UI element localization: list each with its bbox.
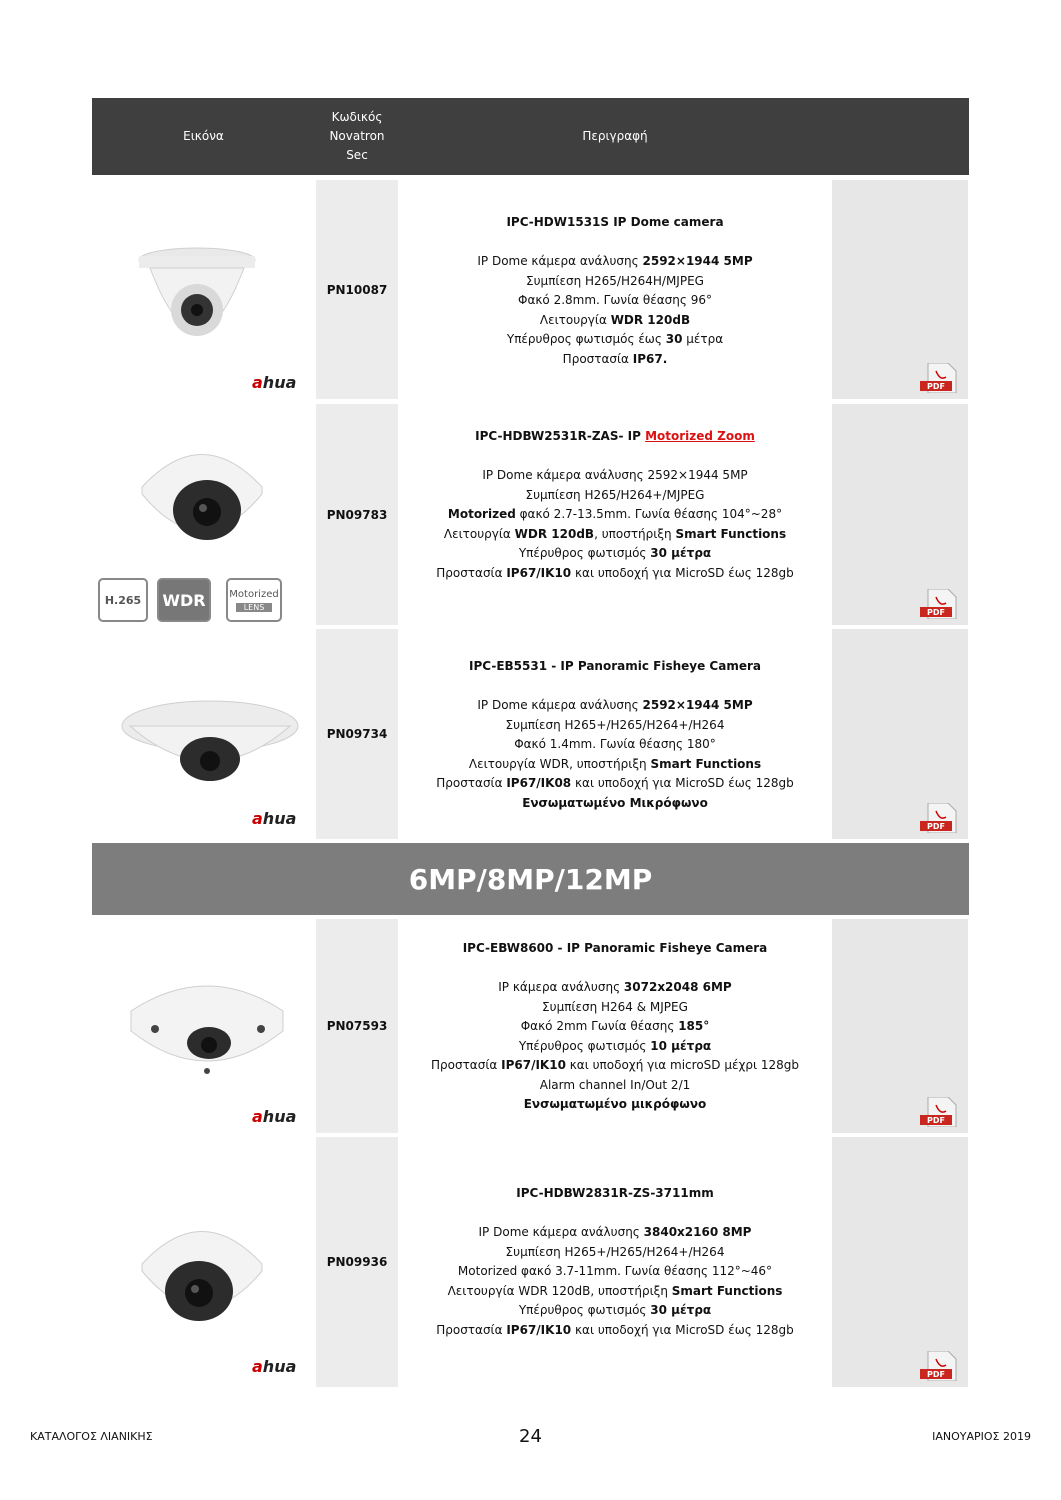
spec-text: Φακό 1.4mm. Γωνία θέασης 180° xyxy=(514,737,716,751)
spec-text: Smart Functions xyxy=(671,1283,783,1298)
spec-text: 10 μέτρα xyxy=(650,1038,712,1053)
footer-catalog: ΚΑΤΑΛΟΓΟΣ ΛΙΑΝΙΚΗΣ xyxy=(30,1430,153,1443)
spec-line xyxy=(399,755,831,775)
spec-line xyxy=(399,696,831,716)
spec-text: Φακό 2mm Γωνία θέασης xyxy=(520,1019,679,1033)
lens-label: LENS xyxy=(236,603,273,612)
spec-line xyxy=(399,1243,831,1263)
spec-line xyxy=(399,1262,831,1282)
product-image-cell xyxy=(92,629,315,839)
header-code-line: Sec xyxy=(346,148,368,162)
wdr-badge: WDR xyxy=(157,578,211,622)
spec-line xyxy=(399,1037,831,1057)
svg-text:PDF: PDF xyxy=(927,608,945,617)
spec-text: IP κάμερα ανάλυσης xyxy=(498,980,624,994)
spec-line xyxy=(399,466,831,486)
product-title-text: IPC-HDBW2531R-ZAS- IP xyxy=(475,429,646,443)
spec-line xyxy=(399,1056,831,1076)
footer-date: ΙΑΝΟΥΑΡΙΟΣ 2019 xyxy=(932,1430,1031,1443)
product-code: PN07593 xyxy=(316,919,398,1133)
header-description: Περιγραφή xyxy=(582,129,648,143)
spec-text: Ενσωματωμένο μικρόφωνο xyxy=(523,1097,707,1111)
product-title: IPC-HDW1531S IP Dome camera xyxy=(506,215,724,229)
section-title: 6MP/8MP/12MP xyxy=(92,843,969,915)
spec-line xyxy=(399,716,831,736)
product-code: PN10087 xyxy=(316,180,398,399)
pdf-download-icon[interactable] xyxy=(920,363,960,393)
spec-text: Υπέρυθρος φωτισμός xyxy=(518,546,651,560)
spec-text: WDR 120dB xyxy=(514,526,595,541)
spec-text: Λειτουργία WDR, υποστήριξη xyxy=(468,756,651,771)
spec-text: 2592×1944 5MP xyxy=(642,254,753,268)
spec-line xyxy=(399,1223,831,1243)
spec-text: IP Dome κάμερα ανάλυσης xyxy=(477,254,643,268)
spec-line xyxy=(399,525,831,545)
spec-text: Προστασία xyxy=(562,351,633,366)
spec-text: IP67/IK10 xyxy=(506,1322,572,1337)
product-title xyxy=(399,427,831,447)
spec-text: IP67/IK10 xyxy=(506,565,572,580)
spec-text: 30 μέτρα xyxy=(650,546,712,560)
spec-text: Προστασία xyxy=(436,565,507,580)
pdf-download-icon[interactable] xyxy=(920,589,960,619)
header-code xyxy=(315,98,399,175)
fisheye-camera-image xyxy=(127,971,287,1081)
header-code-line: Novatron xyxy=(329,129,385,143)
spec-text: φακό 2.7-13.5mm. Γωνία θέασης 104°~28° xyxy=(515,507,783,521)
product-title: IPC-HDBW2831R-ZS-3711mm xyxy=(516,1186,714,1200)
spec-text: 30 μέτρα xyxy=(650,1303,712,1317)
spec-line xyxy=(399,505,831,525)
spec-text: Συμπίεση H265+/H265/H264+/H264 xyxy=(505,717,725,732)
product-spec-lines xyxy=(399,466,831,583)
spec-text: Προστασία xyxy=(436,776,507,790)
product-image-cell xyxy=(92,919,315,1133)
h265-badge: H.265 xyxy=(98,578,148,622)
spec-text: 30 xyxy=(665,332,683,346)
svg-text:PDF: PDF xyxy=(927,382,945,391)
product-description xyxy=(399,629,831,839)
motorized-zoom-link[interactable]: Motorized Zoom xyxy=(645,429,755,443)
dahua-logo: ahua xyxy=(252,1107,297,1126)
spec-text: Λειτουργία WDR 120dB, υποστήριξη xyxy=(447,1283,672,1298)
table-header xyxy=(92,98,969,175)
spec-text: IP Dome κάμερα ανάλυσης 2592×1944 5MP xyxy=(482,468,748,482)
spec-text: Υπέρυθρος φωτισμός xyxy=(518,1303,651,1317)
page-number: 24 xyxy=(519,1426,542,1447)
table-row xyxy=(92,404,969,625)
spec-text: IP Dome κάμερα ανάλυσης xyxy=(478,1225,644,1239)
spec-text: 2592×1944 5MP xyxy=(642,698,753,712)
pdf-download-icon[interactable] xyxy=(920,803,960,833)
product-image-cell xyxy=(92,404,315,625)
spec-text: μέτρα xyxy=(682,332,724,346)
spec-line xyxy=(399,311,831,331)
spec-text: Προστασία xyxy=(436,1322,507,1337)
product-image-cell xyxy=(92,1137,315,1387)
spec-text: IP67/IK08 xyxy=(506,776,572,790)
spec-line xyxy=(399,252,831,272)
spec-line xyxy=(399,544,831,564)
pdf-cell xyxy=(832,180,968,399)
spec-text: Προστασία xyxy=(430,1058,502,1072)
spec-line xyxy=(399,774,831,794)
spec-text: Alarm channel In/Out 2/1 xyxy=(539,1077,691,1092)
dahua-logo: ahua xyxy=(252,1357,297,1376)
spec-text: Συμπίεση H265+/H265/H264+/H264 xyxy=(505,1244,725,1259)
product-code: PN09734 xyxy=(316,629,398,839)
svg-text:PDF: PDF xyxy=(927,1370,945,1379)
spec-text: Συμπίεση H264 & MJPEG xyxy=(542,999,688,1014)
spec-line xyxy=(399,1017,831,1037)
spec-line xyxy=(399,564,831,584)
spec-text: IP Dome κάμερα ανάλυσης xyxy=(477,698,643,712)
spec-text: IP67/IK10 xyxy=(501,1058,566,1072)
spec-line xyxy=(399,1076,831,1096)
product-title: IPC-EBW8600 - IP Panoramic Fisheye Camera xyxy=(462,941,768,955)
spec-text: Συμπίεση H265/H264+/MJPEG xyxy=(525,487,705,502)
spec-text: και υποδοχή για MicroSD έως 128gb xyxy=(571,565,794,580)
fisheye-camera-image xyxy=(120,681,300,801)
table-row xyxy=(92,180,969,399)
spec-line xyxy=(399,978,831,998)
product-description xyxy=(399,919,831,1133)
header-code-line: Κωδικός xyxy=(331,110,383,124)
spec-text: Υπέρυθρος φωτισμός xyxy=(518,1038,651,1053)
spec-text: 185° xyxy=(678,1019,710,1033)
spec-text: Smart Functions xyxy=(675,526,787,541)
header-image: Εικόνα xyxy=(183,129,224,143)
spec-line xyxy=(399,998,831,1018)
product-image-cell xyxy=(92,180,315,399)
spec-line xyxy=(399,735,831,755)
product-code: PN09936 xyxy=(316,1137,398,1387)
product-code: PN09783 xyxy=(316,404,398,625)
dahua-logo: ahua xyxy=(252,809,297,828)
spec-line xyxy=(399,1095,831,1115)
product-description xyxy=(399,180,831,399)
spec-line xyxy=(399,291,831,311)
product-spec-lines xyxy=(399,252,831,369)
motorized-label: Motorized xyxy=(229,588,279,600)
spec-text: Λειτουργία xyxy=(539,312,611,327)
svg-text:PDF: PDF xyxy=(927,822,945,831)
spec-text: και υποδοχή για MicroSD έως 128gb xyxy=(571,776,794,790)
spec-text: Φακό 2.8mm. Γωνία θέασης 96° xyxy=(518,293,712,307)
spec-text: 3072x2048 6MP xyxy=(623,980,732,994)
spec-line xyxy=(399,794,831,814)
spec-text: WDR 120dB xyxy=(610,312,691,327)
dome-camera-image xyxy=(137,1209,267,1339)
dome-camera-image xyxy=(137,432,267,562)
spec-text: και υποδοχή για MicroSD έως 128gb xyxy=(571,1322,794,1337)
spec-text: 3840x2160 8MP xyxy=(643,1225,752,1239)
spec-text: Ενσωματωμένο Μικρόφωνο xyxy=(522,795,708,810)
product-spec-lines xyxy=(399,978,831,1115)
spec-line xyxy=(399,1321,831,1341)
table-row xyxy=(92,629,969,839)
product-spec-lines xyxy=(399,696,831,813)
product-description xyxy=(399,1137,831,1387)
spec-text: IP67. xyxy=(632,351,668,366)
product-title: IPC-EB5531 - IP Panoramic Fisheye Camera xyxy=(469,659,761,673)
pdf-cell xyxy=(832,404,968,625)
pdf-download-icon[interactable] xyxy=(920,1351,960,1381)
spec-text: Υπέρυθρος φωτισμός έως xyxy=(506,332,666,346)
dome-camera-image xyxy=(132,242,262,372)
product-description xyxy=(399,404,831,625)
spec-text: Συμπίεση H265/H264H/MJPEG xyxy=(526,273,704,288)
table-row xyxy=(92,919,969,1133)
spec-text: Motorized φακό 3.7-11mm. Γωνία θέασης 112°~46° xyxy=(457,1264,773,1278)
spec-line xyxy=(399,1282,831,1302)
spec-text: , υποστήριξη xyxy=(594,526,676,541)
spec-text: Λειτουργία xyxy=(443,526,515,541)
pdf-download-icon[interactable] xyxy=(920,1097,960,1127)
spec-text: Smart Functions xyxy=(650,756,762,771)
spec-line xyxy=(399,272,831,292)
table-row xyxy=(92,1137,969,1387)
spec-text: και υποδοχή για microSD μέχρι 128gb xyxy=(565,1058,800,1072)
pdf-cell xyxy=(832,919,968,1133)
dahua-logo: ahua xyxy=(252,373,297,392)
svg-text:PDF: PDF xyxy=(927,1116,945,1125)
pdf-cell xyxy=(832,1137,968,1387)
spec-line xyxy=(399,486,831,506)
spec-line xyxy=(399,350,831,370)
spec-line xyxy=(399,1301,831,1321)
pdf-cell xyxy=(832,629,968,839)
spec-text: Motorized xyxy=(447,507,516,521)
spec-line xyxy=(399,330,831,350)
motorized-lens-badge xyxy=(226,578,282,622)
product-spec-lines xyxy=(399,1223,831,1340)
